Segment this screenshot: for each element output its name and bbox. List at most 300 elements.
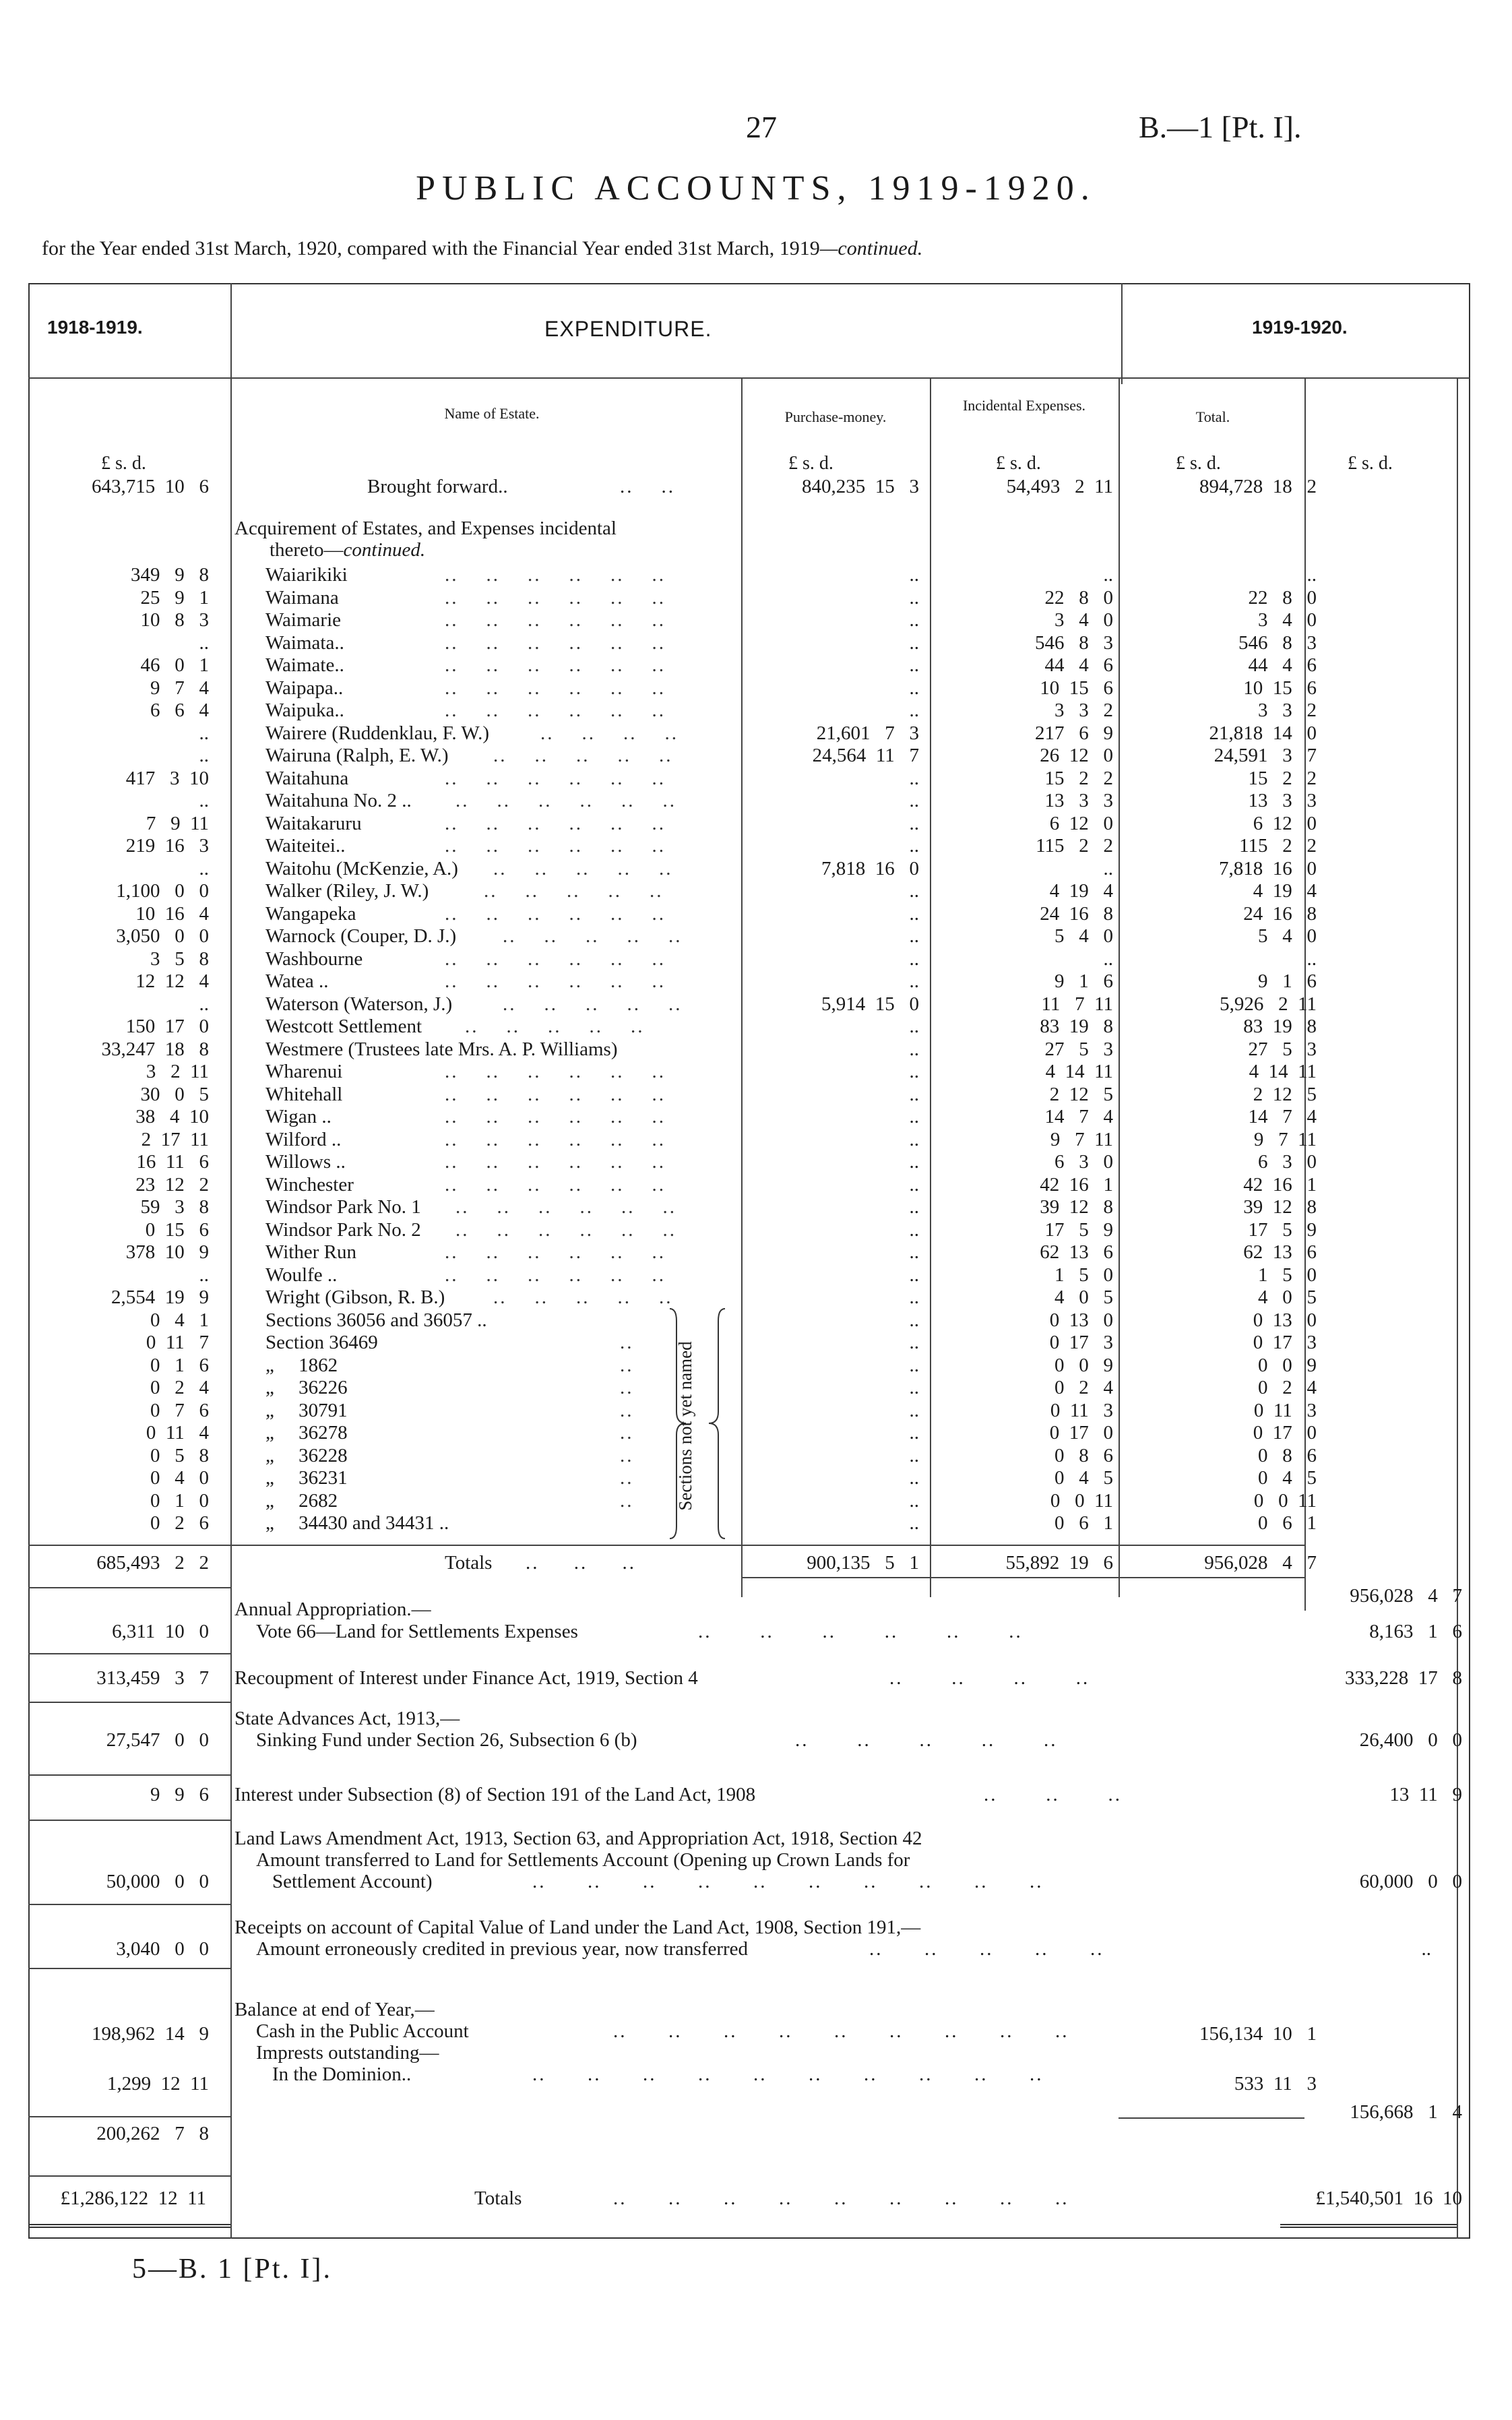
estate-name: Wigan .. (265, 1106, 332, 1127)
estate-total: 0 6 1 (1258, 1512, 1317, 1534)
estate-name: „ 30791 (265, 1399, 348, 1421)
estate-incidental-expenses: 17 5 9 (1044, 1218, 1113, 1241)
estate-total: 44 4 6 (1248, 654, 1317, 676)
estate-prev-1918: 10 16 4 (135, 902, 209, 925)
estate-leader-dots: .. .. .. .. .. .. (445, 970, 666, 992)
sections-not-yet-named-label: Sections not yet named (675, 1341, 695, 1511)
estate-incidental-expenses: 3 4 0 (1054, 609, 1113, 631)
estate-incidental-expenses: 0 17 3 (1049, 1332, 1113, 1353)
currency-purchase: £ s. d. (788, 453, 833, 474)
balance-dominion-dots: .. .. .. .. .. .. .. .. .. .. (532, 2064, 1044, 2085)
currency-incidental: £ s. d. (996, 453, 1041, 474)
rule-balance-sum (1119, 2117, 1304, 2119)
estate-incidental-expenses: 6 12 0 (1049, 812, 1113, 834)
state-advances-heading: State Advances Act, 1913,— (234, 1708, 460, 1729)
estate-incidental-expenses: 0 8 6 (1054, 1444, 1113, 1466)
receipts-final: .. (1421, 1938, 1431, 1960)
estate-leader-dots: .. (620, 1489, 634, 1512)
estate-incidental-expenses: 4 0 5 (1054, 1286, 1113, 1308)
estate-purchase-money: .. (909, 1016, 919, 1037)
estate-row (0, 745, 1512, 767)
estate-row (0, 632, 1512, 654)
estate-leader-dots: .. (620, 1399, 634, 1421)
estate-row (0, 564, 1512, 586)
estate-purchase-money: .. (909, 1354, 919, 1376)
estate-purchase-money: .. (909, 902, 919, 925)
estate-row (0, 1377, 1512, 1399)
estate-leader-dots: .. .. .. .. .. .. (445, 1106, 666, 1127)
estate-incidental-expenses: 22 8 0 (1044, 586, 1113, 609)
estate-prev-1918: .. (199, 857, 209, 879)
balance-imprests-label: Imprests outstanding— (256, 2042, 439, 2064)
estate-leader-dots: .. (620, 1444, 634, 1466)
estate-total: 4 0 5 (1258, 1286, 1317, 1308)
estate-row (0, 677, 1512, 700)
rule-prev-2 (28, 1653, 230, 1654)
estate-leader-dots: .. .. .. .. .. .. (445, 654, 666, 676)
estate-prev-1918: 0 15 6 (145, 1218, 209, 1241)
estate-row (0, 700, 1512, 722)
estate-total: 13 3 3 (1248, 790, 1317, 811)
estate-name: Sections 36056 and 36057 .. (265, 1309, 487, 1331)
estate-total: 83 19 8 (1243, 1016, 1317, 1037)
estate-incidental-expenses: .. (1103, 857, 1113, 879)
land-laws-account: Settlement Account) (272, 1871, 433, 1892)
estate-leader-dots: .. (620, 1422, 634, 1444)
rule-prev-4 (28, 1774, 230, 1776)
estate-leader-dots: .. .. .. .. .. (484, 880, 664, 902)
estate-purchase-money: .. (909, 970, 919, 992)
estate-leader-dots: .. .. .. .. .. .. (445, 1241, 666, 1263)
estate-prev-1918: 0 11 7 (146, 1332, 209, 1353)
estate-prev-1918: 150 17 0 (125, 1016, 209, 1037)
appropriation-dots: .. .. .. .. .. .. (698, 1621, 1023, 1642)
estate-leader-dots: .. .. .. .. .. (465, 1016, 645, 1037)
estate-total: 0 0 11 (1253, 1489, 1317, 1512)
estate-prev-1918: 417 3 10 (125, 767, 209, 789)
estate-name: Woulfe .. (265, 1264, 338, 1286)
estate-row (0, 768, 1512, 790)
estate-purchase-money: .. (909, 1241, 919, 1263)
receipts-dots: .. .. .. .. .. (869, 1938, 1104, 1960)
estate-name: „ 36226 (265, 1377, 348, 1398)
estate-name: Whitehall (265, 1083, 343, 1105)
estate-name: Westmere (Trustees late Mrs. A. P. Williams) (265, 1038, 618, 1060)
estate-name: Washbourne (265, 948, 363, 970)
estate-total: 0 17 3 (1253, 1332, 1317, 1353)
estate-name: „ 2682 (265, 1489, 338, 1512)
estate-purchase-money: 7,818 16 0 (821, 857, 919, 879)
estate-leader-dots: .. .. .. .. .. (493, 745, 673, 766)
estate-leader-dots: .. .. .. .. .. .. (445, 1264, 666, 1286)
estate-purchase-money: .. (909, 767, 919, 789)
land-laws-dots: .. .. .. .. .. .. .. .. .. .. (532, 1871, 1044, 1892)
estate-prev-1918: 38 4 10 (135, 1106, 209, 1127)
estate-row (0, 880, 1512, 902)
estate-name: „ 36228 (265, 1444, 348, 1466)
estate-incidental-expenses: 42 16 1 (1040, 1173, 1113, 1196)
estate-prev-1918: 9 7 4 (150, 677, 209, 699)
balance-imprest-prev: 1,299 12 11 (106, 2073, 209, 2095)
rule-header (28, 377, 1470, 379)
estate-row (0, 813, 1512, 835)
estate-purchase-money: .. (909, 1196, 919, 1218)
estate-row (0, 1196, 1512, 1218)
rule-totals-end (741, 1577, 1304, 1578)
estate-incidental-expenses: 13 3 3 (1044, 790, 1113, 811)
estate-total: 42 16 1 (1243, 1173, 1317, 1196)
land-laws-heading: Land Laws Amendment Act, 1913, Section 63, and Appropriation Act, 1918, Section 42 (234, 1828, 922, 1849)
estate-purchase-money: .. (909, 1444, 919, 1466)
estate-incidental-expenses: 0 0 9 (1054, 1354, 1113, 1376)
estate-purchase-money: .. (909, 1286, 919, 1308)
interest-dots: .. .. .. (984, 1784, 1122, 1805)
estate-purchase-money: .. (909, 631, 919, 654)
rule-prev-3 (28, 1702, 230, 1703)
estate-leader-dots: .. .. .. .. .. .. (445, 767, 666, 789)
state-advances-dots: .. .. .. .. .. (795, 1729, 1058, 1751)
estate-row (0, 858, 1512, 880)
estate-prev-1918: .. (199, 1264, 209, 1286)
estate-total: 17 5 9 (1248, 1218, 1317, 1241)
balance-sum-prev: 200,262 7 8 (96, 2123, 209, 2144)
estate-purchase-money: .. (909, 835, 919, 857)
estate-incidental-expenses: 0 0 11 (1050, 1489, 1113, 1512)
estate-prev-1918: 0 2 6 (150, 1512, 209, 1534)
rule-grand-total-final (1280, 2224, 1457, 2228)
estate-name: Warnock (Couper, D. J.) (265, 925, 457, 947)
estate-name: Waitahuna (265, 767, 349, 789)
estate-incidental-expenses: .. (1103, 564, 1113, 586)
estate-total: 5,926 2 11 (1220, 993, 1317, 1015)
rule-prev-7 (28, 1968, 230, 1969)
estate-name: Section 36469 (265, 1332, 378, 1353)
rule-prev-6 (28, 1904, 230, 1905)
estate-prev-1918: 0 4 1 (150, 1309, 209, 1331)
estate-row (0, 835, 1512, 857)
estate-total: 0 2 4 (1258, 1377, 1317, 1398)
right-year-heading: 1919-1920. (1252, 317, 1348, 338)
land-laws-prev: 50,000 0 0 (106, 1871, 209, 1892)
brought-forward-prev: 643,715 10 6 (92, 476, 209, 497)
land-laws-amount: Amount transferred to Land for Settlements Account (Opening up Crown Lands for (256, 1849, 910, 1871)
estate-row (0, 609, 1512, 631)
estate-purchase-money: .. (909, 925, 919, 947)
estate-name: Willows .. (265, 1151, 346, 1173)
estate-name: „ 34430 and 34431 .. (265, 1512, 449, 1534)
estate-name: Waiarikiki (265, 564, 348, 586)
estate-name: Waitohu (McKenzie, A.) (265, 857, 458, 879)
estate-leader-dots: .. .. .. .. .. .. (445, 948, 666, 970)
estate-total: 14 7 4 (1248, 1106, 1317, 1127)
rule-right-block (1121, 283, 1123, 384)
rule-prev-5 (28, 1820, 230, 1821)
estate-purchase-money: .. (909, 677, 919, 699)
estate-name: Waipapa.. (265, 677, 344, 699)
col-name-estate: Name of Estate. (444, 405, 540, 422)
brought-forward-label: Brought forward.. (367, 476, 508, 497)
estate-total: 24,591 3 7 (1214, 745, 1317, 766)
estate-purchase-money: 24,564 11 7 (812, 745, 919, 766)
estate-incidental-expenses: 44 4 6 (1044, 654, 1113, 676)
estate-row (0, 1129, 1512, 1151)
estate-total: 7,818 16 0 (1219, 857, 1317, 879)
page-subtitle (42, 237, 922, 260)
estate-incidental-expenses: 0 6 1 (1054, 1512, 1113, 1534)
estate-name: „ 1862 (265, 1354, 338, 1376)
estate-incidental-expenses: 9 1 6 (1054, 970, 1113, 992)
estate-prev-1918: 349 9 8 (131, 564, 209, 586)
section-heading-continued: continued. (343, 539, 426, 561)
estate-total: 1 5 0 (1258, 1264, 1317, 1286)
col-purchase-money: Purchase-money. (784, 408, 887, 425)
balance-cash-label: Cash in the Public Account (256, 2020, 469, 2042)
section-heading-thereto: thereto— (270, 539, 344, 561)
estate-incidental-expenses: 6 3 0 (1054, 1151, 1113, 1173)
estate-leader-dots: .. .. .. .. .. .. (455, 790, 676, 811)
estate-incidental-expenses: 27 5 3 (1044, 1038, 1113, 1060)
estate-leader-dots: .. .. .. .. .. .. (445, 1083, 666, 1105)
estate-prev-1918: 12 12 4 (135, 970, 209, 992)
estate-incidental-expenses: 3 3 2 (1054, 700, 1113, 721)
estate-row (0, 1467, 1512, 1489)
estate-row (0, 1241, 1512, 1264)
estate-prev-1918: 0 5 8 (150, 1444, 209, 1466)
estate-row (0, 587, 1512, 609)
estate-total: 15 2 2 (1248, 767, 1317, 789)
estate-name: Wharenui (265, 1061, 343, 1082)
estate-row (0, 722, 1512, 745)
estate-name: Westcott Settlement (265, 1016, 422, 1037)
estate-prev-1918: 25 9 1 (140, 586, 209, 609)
estate-purchase-money: .. (909, 1083, 919, 1105)
estate-total: 2 12 5 (1253, 1083, 1317, 1105)
estate-name: Waimata.. (265, 631, 344, 654)
estate-prev-1918: 0 1 0 (150, 1489, 209, 1512)
estate-prev-1918: 10 8 3 (140, 609, 209, 631)
estate-name: Winchester (265, 1173, 354, 1196)
estate-purchase-money: .. (909, 1218, 919, 1241)
estate-prev-1918: 219 16 3 (125, 835, 209, 857)
estate-prev-1918: 1,100 0 0 (116, 880, 209, 902)
estate-purchase-money: 5,914 15 0 (821, 993, 919, 1015)
balance-cash-dots: .. .. .. .. .. .. .. .. .. (613, 2020, 1069, 2042)
estate-prev-1918: .. (199, 722, 209, 744)
estate-total: 22 8 0 (1248, 586, 1317, 609)
estate-incidental-expenses: 0 17 0 (1049, 1422, 1113, 1444)
estate-leader-dots: .. .. .. .. .. .. (445, 812, 666, 834)
subtitle-continued: —continued. (819, 237, 923, 259)
document-reference: B.—1 [Pt. I]. (1139, 110, 1302, 144)
grand-total-final: £1,540,501 16 10 (1315, 2188, 1462, 2209)
estate-prev-1918: 30 0 5 (140, 1083, 209, 1105)
estate-total: 0 17 0 (1253, 1422, 1317, 1444)
page-number: 27 (746, 110, 777, 144)
balance-imprest-total: 533 11 3 (1234, 2073, 1317, 2095)
estate-prev-1918: 0 2 4 (150, 1377, 209, 1398)
estate-total: 6 3 0 (1258, 1151, 1317, 1173)
balance-dominion-label: In the Dominion.. (272, 2064, 412, 2085)
recoupment-prev: 313,459 3 7 (96, 1667, 209, 1689)
estate-incidental-expenses: 4 19 4 (1049, 880, 1113, 902)
estate-leader-dots: .. .. .. .. .. .. (445, 1151, 666, 1173)
balance-cash-prev: 198,962 14 9 (92, 2023, 209, 2045)
estate-row (0, 1219, 1512, 1241)
estate-row (0, 1106, 1512, 1128)
estate-total: .. (1306, 948, 1317, 970)
estate-prev-1918: .. (199, 745, 209, 766)
estate-total: 4 19 4 (1253, 880, 1317, 902)
estate-name: Watea .. (265, 970, 329, 992)
rule-estates-end (28, 1545, 1304, 1546)
estate-purchase-money: .. (909, 609, 919, 631)
grand-total-label: Totals (474, 2188, 522, 2209)
estate-prev-1918: .. (199, 993, 209, 1015)
totals-row (0, 1552, 1512, 1574)
totals-final: 956,028 4 7 (1350, 1585, 1462, 1607)
estate-leader-dots: .. (620, 1377, 634, 1398)
brought-forward-row (0, 476, 1512, 498)
totals-prev: 685,493 2 2 (96, 1552, 209, 1574)
estate-prev-1918: 16 11 6 (136, 1151, 209, 1173)
estate-row (0, 1016, 1512, 1038)
estate-row (0, 1332, 1512, 1354)
estate-incidental-expenses: 83 19 8 (1040, 1016, 1113, 1037)
currency-final: £ s. d. (1348, 453, 1393, 474)
estate-total: 24 16 8 (1243, 902, 1317, 925)
estate-total: 546 8 3 (1238, 631, 1317, 654)
receipts-amount: Amount erroneously credited in previous year, now transferred (256, 1938, 749, 1960)
estate-name: Waimana (265, 586, 339, 609)
appropriation-prev: 6,311 10 0 (112, 1621, 209, 1642)
estate-total: 0 0 9 (1258, 1354, 1317, 1376)
estate-row (0, 925, 1512, 948)
estate-total: 21,818 14 0 (1209, 722, 1317, 744)
estate-purchase-money: .. (909, 1173, 919, 1196)
estate-prev-1918: 378 10 9 (125, 1241, 209, 1263)
estate-leader-dots: .. .. .. .. (540, 722, 679, 744)
balance-cash-total: 156,134 10 1 (1199, 2023, 1317, 2045)
brought-forward-dots: .. .. (620, 476, 675, 497)
left-year-heading: 1918-1919. (47, 317, 143, 338)
estate-total: 0 13 0 (1253, 1309, 1317, 1331)
estate-name: Wangapeka (265, 902, 356, 925)
estate-total: 27 5 3 (1248, 1038, 1317, 1060)
expenditure-heading: EXPENDITURE. (544, 317, 712, 341)
estate-total: 5 4 0 (1258, 925, 1317, 947)
estate-prev-1918: 6 6 4 (150, 700, 209, 721)
estate-leader-dots: .. (620, 1332, 634, 1353)
estate-leader-dots: .. .. .. .. .. .. (445, 700, 666, 721)
estate-leader-dots: .. (620, 1354, 634, 1376)
brought-forward-purchase: 840,235 15 3 (802, 476, 919, 497)
brought-forward-incidental: 54,493 2 11 (1006, 476, 1113, 497)
estate-purchase-money: .. (909, 880, 919, 902)
estate-purchase-money: .. (909, 790, 919, 811)
estate-name: „ 36278 (265, 1422, 348, 1444)
estate-total: 62 13 6 (1243, 1241, 1317, 1263)
estate-purchase-money: .. (909, 1377, 919, 1398)
estate-name: Waiteitei.. (265, 835, 346, 857)
rule-grand-total-prev (28, 2224, 230, 2228)
estate-incidental-expenses: 115 2 2 (1036, 835, 1113, 857)
estate-incidental-expenses: 1 5 0 (1054, 1264, 1113, 1286)
estate-prev-1918: .. (199, 790, 209, 811)
estate-total: 6 12 0 (1253, 812, 1317, 834)
currency-prev: £ s. d. (101, 453, 146, 474)
recoupment-dots: .. .. .. .. (889, 1667, 1090, 1689)
estate-total: 39 12 8 (1243, 1196, 1317, 1218)
estate-leader-dots: .. .. .. .. .. .. (445, 1173, 666, 1196)
estate-name: Walker (Riley, J. W.) (265, 880, 429, 902)
balance-final: 156,668 1 4 (1350, 2101, 1462, 2123)
estate-purchase-money: .. (909, 1489, 919, 1512)
appropriation-final: 8,163 1 6 (1369, 1621, 1462, 1642)
estate-name: „ 36231 (265, 1467, 348, 1489)
section-heading: Acquirement of Estates, and Expenses incidental (234, 518, 617, 539)
brought-forward-total: 894,728 18 2 (1199, 476, 1317, 497)
estate-incidental-expenses: .. (1103, 948, 1113, 970)
estate-row (0, 1038, 1512, 1061)
estate-leader-dots: .. .. .. .. .. .. (455, 1218, 676, 1241)
recoupment-final: 333,228 17 8 (1345, 1667, 1462, 1689)
interest-prev: 9 9 6 (150, 1784, 209, 1805)
estate-incidental-expenses: 0 11 3 (1050, 1399, 1113, 1421)
estate-purchase-money: .. (909, 1038, 919, 1060)
subtitle-main: for the Year ended 31st March, 1920, compared with the Financial Year ended 31st March, 1919 (42, 237, 820, 259)
col-total: Total. (1195, 408, 1230, 425)
estate-row (0, 1490, 1512, 1512)
estate-purchase-money: .. (909, 1264, 919, 1286)
estate-row (0, 1422, 1512, 1444)
estate-row (0, 1151, 1512, 1173)
estate-row (0, 903, 1512, 925)
estate-row (0, 993, 1512, 1016)
rule-prev-9 (28, 2175, 230, 2177)
grand-total-prev: £1,286,122 12 11 (60, 2188, 206, 2209)
estate-purchase-money: .. (909, 1467, 919, 1489)
estate-name: Windsor Park No. 2 (265, 1218, 421, 1241)
estate-incidental-expenses: 5 4 0 (1054, 925, 1113, 947)
estate-purchase-money: .. (909, 1399, 919, 1421)
receipts-prev: 3,040 0 0 (116, 1938, 209, 1960)
estate-total: .. (1306, 564, 1317, 586)
estate-leader-dots: .. .. .. .. .. .. (445, 564, 666, 586)
estate-purchase-money: .. (909, 654, 919, 676)
estate-prev-1918: 3 2 11 (146, 1061, 209, 1082)
estate-prev-1918: 3 5 8 (150, 948, 209, 970)
state-advances-final: 26,400 0 0 (1359, 1729, 1462, 1751)
estate-prev-1918: 3,050 0 0 (116, 925, 209, 947)
estate-purchase-money: .. (909, 1061, 919, 1082)
estate-incidental-expenses: 217 6 9 (1035, 722, 1113, 744)
estate-purchase-money: .. (909, 1332, 919, 1353)
estate-total: 9 7 11 (1253, 1128, 1317, 1150)
totals-label: Totals (445, 1552, 493, 1574)
estate-row (0, 1174, 1512, 1196)
estate-purchase-money: .. (909, 700, 919, 721)
estate-purchase-money: .. (909, 1106, 919, 1127)
estate-leader-dots: .. .. .. .. .. .. (445, 1128, 666, 1150)
estate-leader-dots: .. .. .. .. .. .. (445, 902, 666, 925)
estate-row (0, 1061, 1512, 1083)
estate-name: Waimarie (265, 609, 341, 631)
balance-heading: Balance at end of Year,— (234, 1999, 435, 2020)
estate-incidental-expenses: 15 2 2 (1044, 767, 1113, 789)
interest-text: Interest under Subsection (8) of Section 191 of the Land Act, 1908 (234, 1784, 756, 1805)
estate-incidental-expenses: 9 7 11 (1050, 1128, 1113, 1150)
estate-name: Wilford .. (265, 1128, 342, 1150)
